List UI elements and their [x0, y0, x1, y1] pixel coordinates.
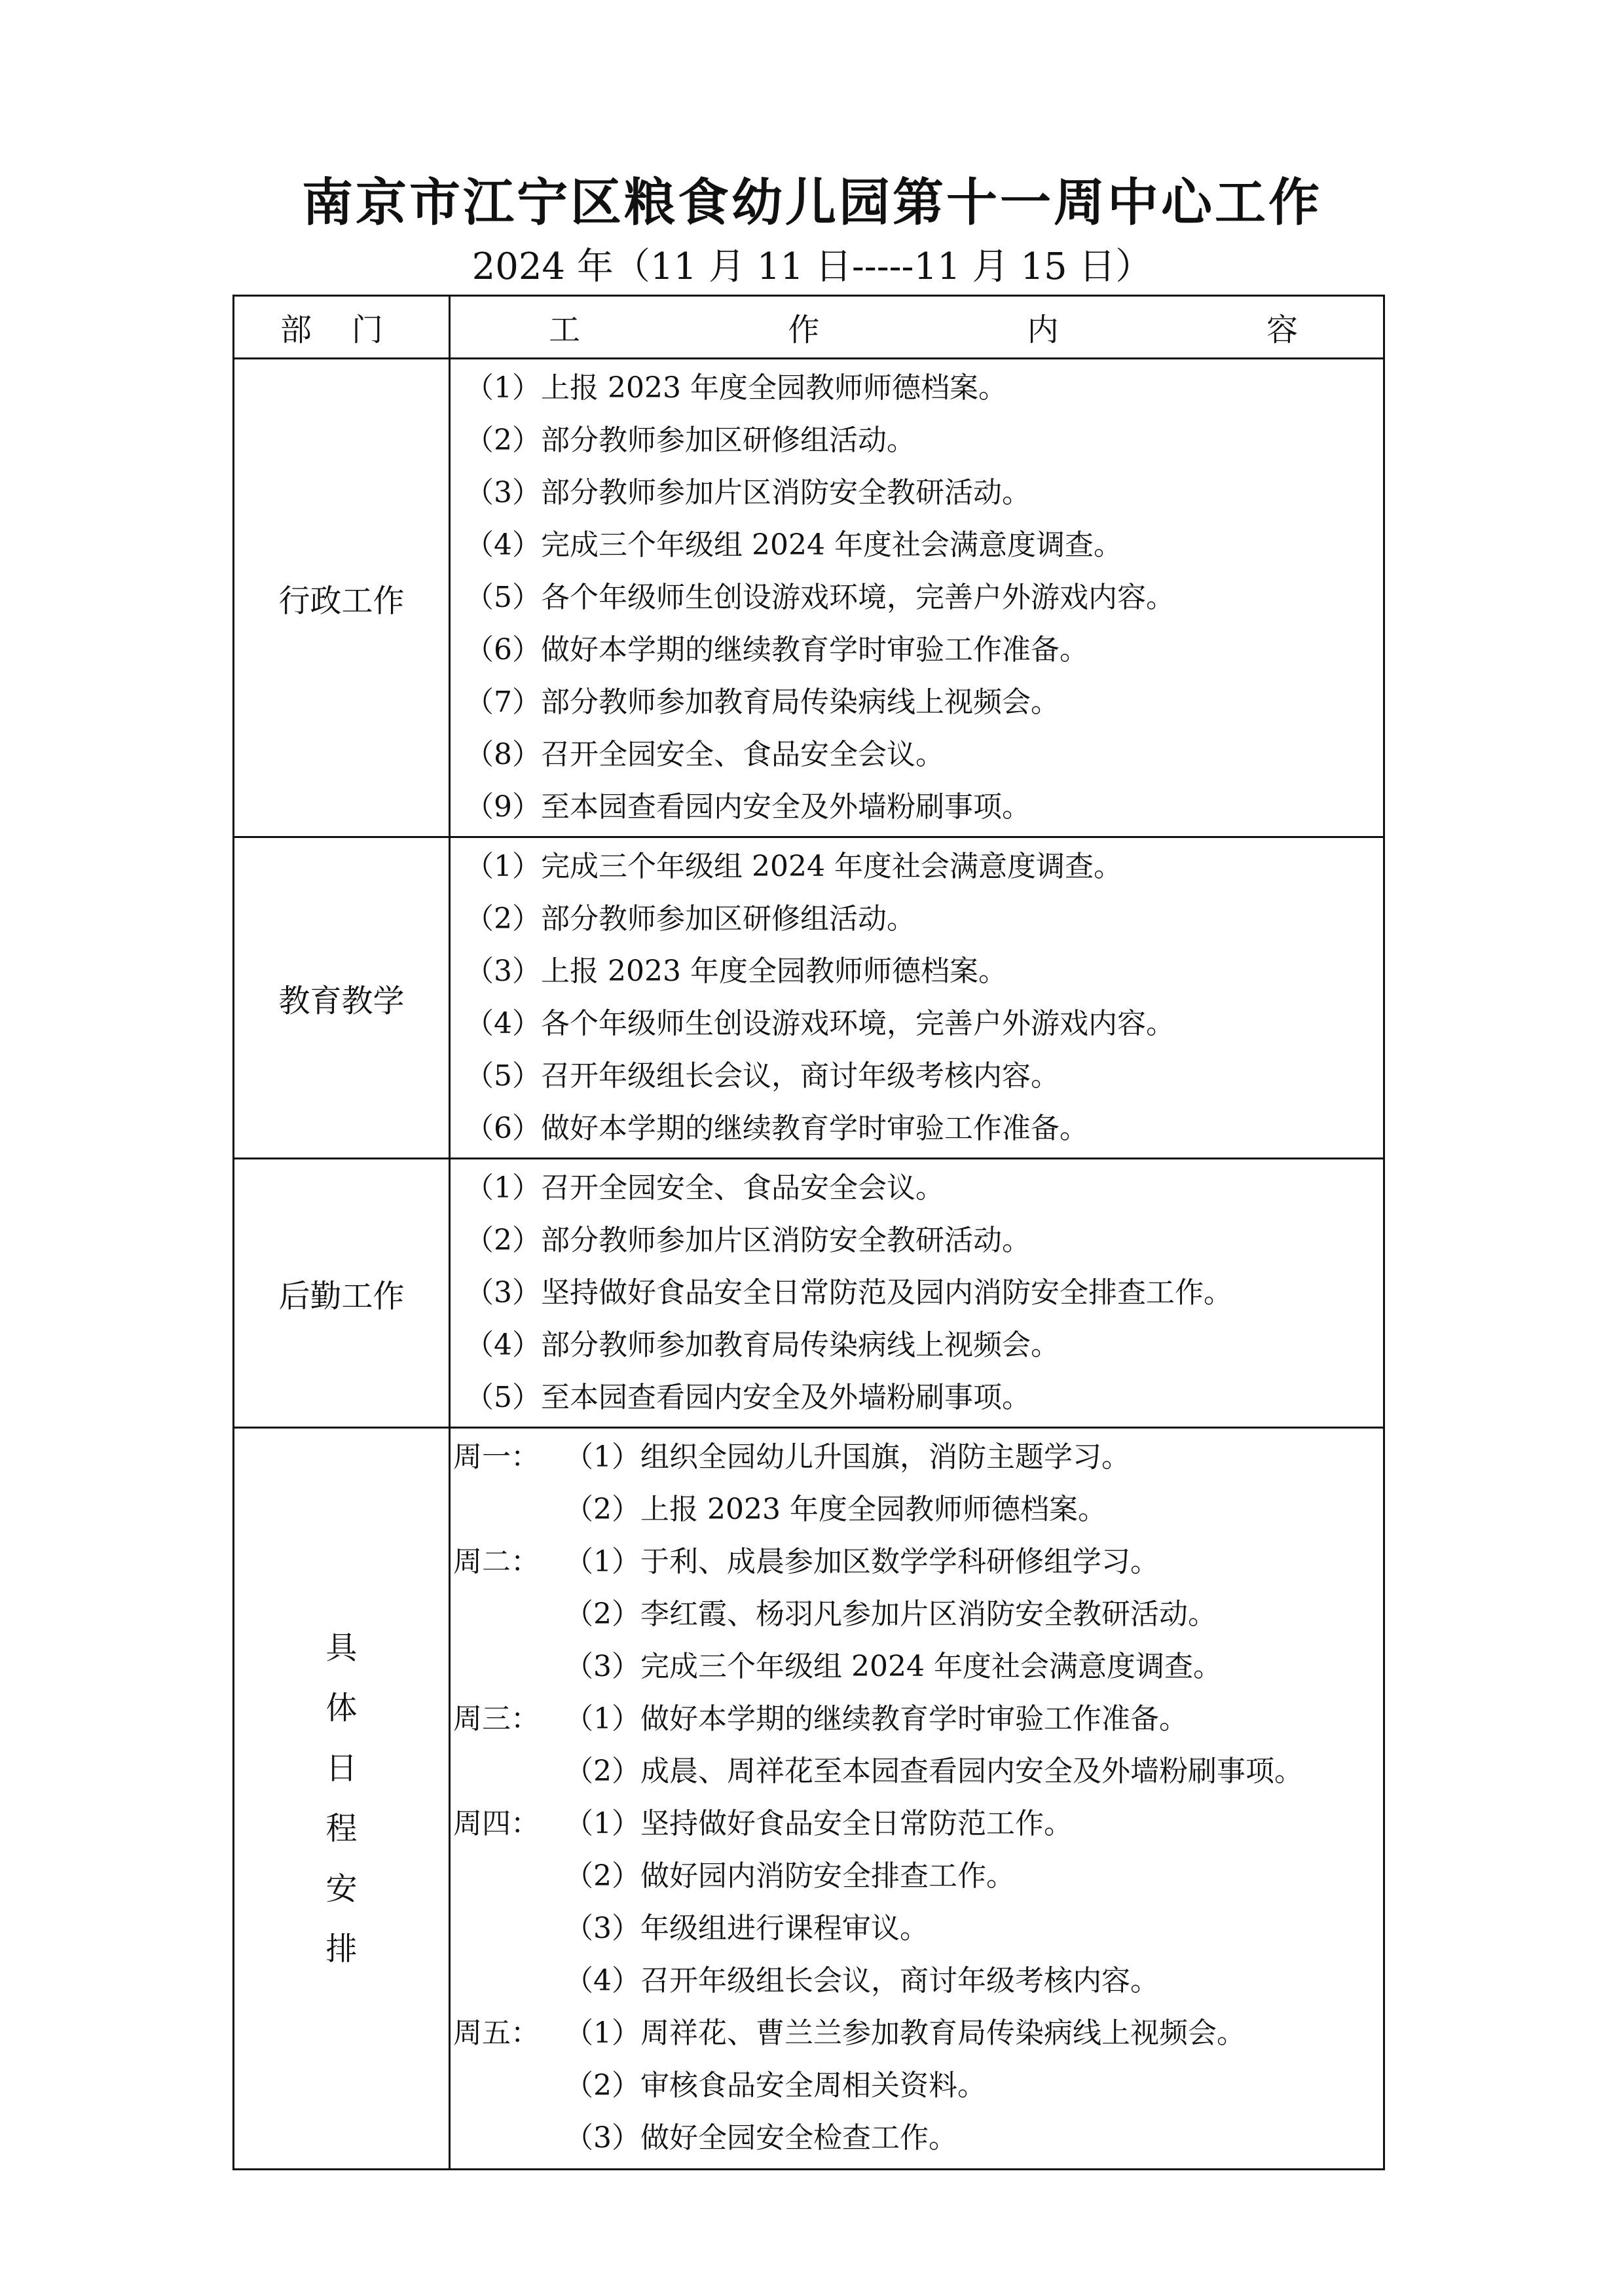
schedule-text: （1）组织全园幼儿升国旗，消防主题学习。 — [564, 1440, 1130, 1474]
schedule-row — [451, 1745, 1383, 1798]
schedule-row — [451, 1955, 1383, 2007]
schedule-day: 周五： — [453, 2016, 540, 2050]
schedule-text: （3）做好全园安全检查工作。 — [564, 2121, 957, 2155]
schedule-row — [451, 2007, 1383, 2060]
schedule-day — [451, 2112, 564, 2164]
schedule-text: （2）审核食品安全周相关资料。 — [564, 2069, 986, 2102]
section-row-schedule — [234, 1428, 1384, 2170]
header-content-char: 工 — [549, 312, 581, 348]
list-item: （3）上报 2023 年度全园教师师德档案。 — [465, 955, 1007, 988]
header-department — [234, 296, 450, 359]
schedule-day — [451, 1745, 564, 1798]
dept-cell-teaching — [234, 837, 450, 1159]
list-item: （6）做好本学期的继续教育学时审验工作准备。 — [465, 633, 1088, 666]
section-row-logistics — [234, 1159, 1384, 1428]
list-item: （3）坚持做好食品安全日常防范及园内消防安全排查工作。 — [465, 1276, 1232, 1309]
list-item: （8）召开全园安全、食品安全会议。 — [465, 738, 944, 771]
dept-label: 教育教学 — [278, 982, 405, 1019]
schedule-day — [451, 1641, 564, 1693]
schedule-text: （2）成晨、周祥花至本园查看园内安全及外墙粉刷事项。 — [564, 1755, 1303, 1788]
schedule-row — [451, 1431, 1383, 1484]
schedule-dept-char: 安 — [325, 1870, 358, 1907]
header-content-char: 作 — [788, 312, 820, 348]
dept-cell-schedule — [234, 1428, 450, 2170]
schedule-day: 周二： — [453, 1545, 540, 1578]
list-item: （1）上报 2023 年度全园教师师德档案。 — [465, 371, 1007, 405]
schedule-day — [451, 1955, 564, 2007]
content-cell-teaching — [450, 837, 1384, 1159]
schedule-day: 周四： — [453, 1807, 540, 1840]
content-cell-logistics — [450, 1159, 1384, 1428]
schedule-day: 周三： — [453, 1702, 540, 1736]
header-dept-char: 门 — [351, 312, 383, 348]
schedule-text: （3）完成三个年级组 2024 年度社会满意度调查。 — [564, 1650, 1222, 1683]
schedule-dept-char: 日 — [325, 1750, 358, 1787]
list-item: （1）完成三个年级组 2024 年度社会满意度调查。 — [465, 850, 1122, 883]
list-item: （2）部分教师参加区研修组活动。 — [465, 902, 915, 936]
header-content-char: 容 — [1266, 312, 1298, 348]
schedule-day: 周一： — [453, 1440, 540, 1474]
schedule-text: （1）于利、成晨参加区数学学科研修组学习。 — [564, 1545, 1159, 1578]
schedule-text: （2）李红霞、杨羽凡参加片区消防安全教研活动。 — [564, 1597, 1217, 1631]
schedule-text: （3）年级组进行课程审议。 — [564, 1912, 929, 1945]
section-row-admin — [234, 359, 1384, 837]
list-item: （6）做好本学期的继续教育学时审验工作准备。 — [465, 1112, 1088, 1145]
schedule-row — [451, 2112, 1383, 2164]
list-item: （9）至本园查看园内安全及外墙粉刷事项。 — [465, 790, 1031, 824]
schedule-day — [451, 1903, 564, 1955]
schedule-dept-char: 程 — [325, 1810, 358, 1847]
schedule-row — [451, 1588, 1383, 1641]
schedule-day — [451, 1484, 564, 1536]
schedule-day — [451, 2060, 564, 2112]
list-item: （7）部分教师参加教育局传染病线上视频会。 — [465, 685, 1060, 719]
list-item: （2）部分教师参加区研修组活动。 — [465, 424, 915, 457]
work-plan-table — [232, 295, 1385, 2170]
header-content — [450, 296, 1384, 359]
schedule-text: （1）做好本学期的继续教育学时审验工作准备。 — [564, 1702, 1188, 1736]
list-item: （5）至本园查看园内安全及外墙粉刷事项。 — [465, 1381, 1031, 1414]
list-item: （3）部分教师参加片区消防安全教研活动。 — [465, 476, 1031, 509]
schedule-dept-char: 排 — [325, 1931, 358, 1967]
dept-cell-admin — [234, 359, 450, 837]
schedule-row — [451, 1693, 1383, 1745]
list-item: （2）部分教师参加片区消防安全教研活动。 — [465, 1224, 1031, 1257]
section-row-teaching — [234, 837, 1384, 1159]
header-dept-char: 部 — [280, 312, 312, 348]
schedule-dept-char: 具 — [325, 1630, 358, 1666]
schedule-row — [451, 1484, 1383, 1536]
dept-label: 后勤工作 — [278, 1277, 405, 1315]
dept-cell-logistics — [234, 1159, 450, 1428]
document-date-range: 2024 年（11 月 11 日-----11 月 15 日） — [471, 246, 1153, 288]
list-item: （4）各个年级师生创设游戏环境，完善户外游戏内容。 — [465, 1007, 1175, 1040]
schedule-text: （1）周祥花、曹兰兰参加教育局传染病线上视频会。 — [564, 2016, 1246, 2050]
content-cell-schedule — [450, 1428, 1384, 2170]
schedule-text: （4）召开年级组长会议，商讨年级考核内容。 — [564, 1964, 1159, 1997]
list-item: （4）完成三个年级组 2024 年度社会满意度调查。 — [465, 528, 1122, 562]
content-cell-admin — [450, 359, 1384, 837]
schedule-dept-char: 体 — [325, 1690, 358, 1726]
schedule-text: （2）上报 2023 年度全园教师师德档案。 — [564, 1493, 1107, 1526]
list-item: （5）召开年级组长会议，商讨年级考核内容。 — [465, 1059, 1060, 1093]
list-item: （1）召开全园安全、食品安全会议。 — [465, 1171, 944, 1205]
schedule-row — [451, 1850, 1383, 1903]
schedule-row — [451, 2060, 1383, 2112]
schedule-day — [451, 1588, 564, 1641]
schedule-row — [451, 1903, 1383, 1955]
table-header-row — [234, 296, 1384, 359]
document-title: 南京市江宁区粮食幼儿园第十一周中心工作 — [301, 173, 1322, 232]
schedule-row — [451, 1536, 1383, 1588]
header-content-char: 内 — [1027, 312, 1059, 348]
schedule-row — [451, 1641, 1383, 1693]
schedule-text: （2）做好园内消防安全排查工作。 — [564, 1859, 1015, 1893]
schedule-dept-label — [234, 1618, 449, 1979]
dept-label: 行政工作 — [278, 582, 405, 619]
list-item: （4）部分教师参加教育局传染病线上视频会。 — [465, 1328, 1060, 1362]
list-item: （5）各个年级师生创设游戏环境，完善户外游戏内容。 — [465, 581, 1175, 614]
schedule-day — [451, 1850, 564, 1903]
schedule-row — [451, 1798, 1383, 1850]
schedule-text: （1）坚持做好食品安全日常防范工作。 — [564, 1807, 1073, 1840]
